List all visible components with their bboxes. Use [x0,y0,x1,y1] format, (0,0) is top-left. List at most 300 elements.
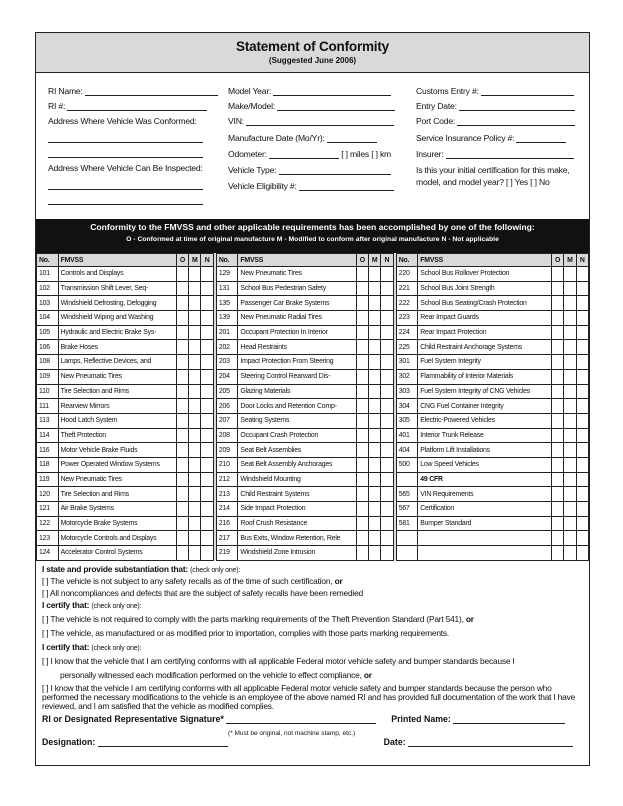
fmvss-row [37,369,589,384]
parts-marking-option-a[interactable]: [ ] The vehicle is not required to comply with the parts marking requirements of the Theft Prevention Standard (Part 541), [42,614,464,624]
fmvss-number: 110 [37,384,59,399]
ri-name-field[interactable] [85,87,218,96]
fmvss-check-o[interactable] [176,340,188,355]
fmvss-number: 104 [37,311,59,326]
fmvss-check-m[interactable] [189,384,201,399]
fmvss-check-o[interactable] [551,502,563,517]
fmvss-row [37,502,589,517]
fmvss-check-n[interactable] [201,546,213,561]
fmvss-number [396,546,418,561]
fmvss-check-o[interactable] [356,281,368,296]
fmvss-name: Seat Belt Assemblies [238,443,356,458]
fmvss-check-m[interactable] [368,281,380,296]
fmvss-number: 567 [396,502,418,517]
fmvss-check-m[interactable] [189,472,201,487]
fmvss-check-n[interactable] [381,355,393,370]
check-one-note: (check only one): [91,603,142,610]
fmvss-check-n[interactable] [381,457,393,472]
fmvss-check-m[interactable] [189,516,201,531]
fmvss-check-o[interactable] [551,384,563,399]
printed-name-field[interactable] [453,715,565,724]
manufacture-date-field[interactable] [327,134,377,143]
insurer-field[interactable] [446,150,574,159]
fmvss-row [37,296,589,311]
fmvss-check-n[interactable] [576,487,588,502]
fmvss-check-m[interactable] [368,531,380,546]
fmvss-check-m[interactable] [368,516,380,531]
fmvss-check-m[interactable] [189,369,201,384]
col-m-header: M [564,254,576,267]
fmvss-check-m[interactable] [368,413,380,428]
fmvss-check-n[interactable] [576,384,588,399]
fmvss-row [37,472,589,487]
fmvss-check-o[interactable] [356,267,368,282]
fmvss-check-o[interactable] [176,267,188,282]
fmvss-check-o[interactable] [551,281,563,296]
substantiation-heading: I state and provide substantiation that: [42,564,189,574]
fmvss-number: 124 [37,546,59,561]
fmvss-name: Windshield Defrosting, Defogging [58,296,176,311]
col-fmvss-header: FMVSS [58,254,176,267]
fmvss-check-n[interactable] [201,369,213,384]
fmvss-check-o[interactable] [551,355,563,370]
fmvss-check-o[interactable] [176,487,188,502]
fmvss-check-n[interactable] [381,516,393,531]
fmvss-check-o[interactable] [551,413,563,428]
fmvss-check-m[interactable] [368,502,380,517]
fmvss-check-m[interactable] [368,340,380,355]
fmvss-check-n[interactable] [201,428,213,443]
fmvss-check-m[interactable] [368,267,380,282]
fmvss-check-n[interactable] [201,531,213,546]
fmvss-check-m[interactable] [368,546,380,561]
col-no-header: No. [216,254,238,267]
fmvss-check-o[interactable] [356,296,368,311]
fmvss-check-n[interactable] [201,384,213,399]
make-model-field[interactable] [277,102,395,111]
compliance-option-b[interactable]: [ ] I know that the vehicle I am certifying conforms with all applicable Federal motor vehicle safety and bumper standards because the person who performed the necessary modifications to the vehicle is an employee of the above named RI and has provided full documentation of the work that I have reviewed, and I am satisfied that the vehicle as modified complies. [42,683,576,711]
fmvss-check-n [576,546,588,561]
fmvss-row [37,443,589,458]
fmvss-number: 108 [37,355,59,370]
fmvss-check-m[interactable] [564,340,576,355]
fmvss-check-o[interactable] [551,487,563,502]
fmvss-check-o[interactable] [551,325,563,340]
fmvss-name: VIN Requirements [418,487,552,502]
fmvss-name: Windshield Wiping and Washing [58,311,176,326]
fmvss-check-o[interactable] [176,428,188,443]
fmvss-row [37,428,589,443]
fmvss-check-m[interactable] [189,325,201,340]
fmvss-check-o[interactable] [356,487,368,502]
fmvss-check-o[interactable] [176,355,188,370]
fmvss-check-n[interactable] [576,296,588,311]
fmvss-number: 217 [216,531,238,546]
odometer-field[interactable] [269,150,339,159]
fmvss-name: Interior Trunk Release [418,428,552,443]
fmvss-check-n[interactable] [381,267,393,282]
fmvss-check-m[interactable] [368,311,380,326]
col-m-header: M [189,254,201,267]
fmvss-check-o[interactable] [356,516,368,531]
fmvss-name: Passenger Car Brake Systems [238,296,356,311]
vin-field[interactable] [246,117,394,126]
fmvss-check-m[interactable] [564,472,576,487]
conformed-address-line-1[interactable] [48,134,203,143]
fmvss-check-n[interactable] [576,457,588,472]
fmvss-check-o[interactable] [551,267,563,282]
fmvss-name: Hydraulic and Electric Brake Sys- [58,325,176,340]
fmvss-check-m[interactable] [564,457,576,472]
fmvss-name: Brake Hoses [58,340,176,355]
fmvss-check-n[interactable] [201,325,213,340]
fmvss-check-n[interactable] [576,369,588,384]
conformity-legend: O - Conformed at time of original manufacture M - Modified to conform after original manufacture N - Not applicable [126,236,499,243]
col-no-header: No. [396,254,418,267]
fmvss-check-m[interactable] [189,281,201,296]
fmvss-name: New Pneumatic Tires [58,472,176,487]
col-fmvss-header: FMVSS [238,254,356,267]
service-policy-field[interactable] [516,134,566,143]
fmvss-check-o[interactable] [176,502,188,517]
fmvss-name: Door Locks and Retention Comp- [238,399,356,414]
fmvss-name: Certification [418,502,552,517]
inspection-address-line-2[interactable] [48,196,203,205]
fmvss-check-m[interactable] [368,369,380,384]
fmvss-check-n[interactable] [381,531,393,546]
fmvss-check-m[interactable] [368,487,380,502]
fmvss-check-n[interactable] [201,399,213,414]
fmvss-row [37,546,589,561]
fmvss-check-n[interactable] [201,267,213,282]
fmvss-check-n[interactable] [576,267,588,282]
fmvss-check-n[interactable] [201,502,213,517]
fmvss-check-o[interactable] [176,311,188,326]
model-year-field[interactable] [273,87,391,96]
fmvss-check-o[interactable] [176,296,188,311]
fmvss-check-o[interactable] [356,413,368,428]
fmvss-check-n[interactable] [576,516,588,531]
fmvss-number: 121 [37,502,59,517]
fmvss-row [37,311,589,326]
fmvss-check-m[interactable] [189,355,201,370]
fmvss-check-o[interactable] [551,428,563,443]
vehicle-type-field[interactable] [279,166,391,175]
fmvss-check-n[interactable] [576,428,588,443]
signature-note-row [228,727,623,737]
designation-label: Designation: [42,737,96,747]
fmvss-name: Impact Protection From Steering [238,355,356,370]
fmvss-name: Windshield Mounting [238,472,356,487]
fmvss-name: Seating Systems [238,413,356,428]
fmvss-number: 208 [216,428,238,443]
fmvss-check-o[interactable] [176,546,188,561]
fmvss-check-m[interactable] [564,325,576,340]
fmvss-check-m[interactable] [368,457,380,472]
fmvss-check-m[interactable] [189,443,201,458]
fmvss-check-m[interactable] [189,296,201,311]
fmvss-check-n[interactable] [201,340,213,355]
fmvss-check-n[interactable] [201,296,213,311]
fmvss-name: Steering Control Rearward Dis- [238,369,356,384]
fmvss-check-m[interactable] [368,472,380,487]
fmvss-check-m[interactable] [564,296,576,311]
designation-row [42,737,582,747]
fmvss-check-n[interactable] [576,443,588,458]
fmvss-check-o[interactable] [176,531,188,546]
fmvss-check-m[interactable] [564,487,576,502]
fmvss-grid [36,253,589,588]
fmvss-check-n[interactable] [381,443,393,458]
fmvss-check-n[interactable] [201,487,213,502]
fmvss-check-o[interactable] [551,516,563,531]
fmvss-check-n[interactable] [576,281,588,296]
fmvss-check-m[interactable] [189,413,201,428]
fmvss-name: Accelerator Control Systems [58,546,176,561]
fmvss-check-o[interactable] [176,443,188,458]
fmvss-number: 114 [37,428,59,443]
fmvss-row [37,457,589,472]
fmvss-name: Motorcycle Brake Systems [58,516,176,531]
col-no-header: No. [37,254,59,267]
vehicle-eligibility-field[interactable] [299,182,394,191]
fmvss-check-m[interactable] [189,531,201,546]
fmvss-check-n[interactable] [201,281,213,296]
fmvss-check-n[interactable] [381,296,393,311]
fmvss-check-n[interactable] [576,355,588,370]
fmvss-check-m[interactable] [189,546,201,561]
fmvss-check-m[interactable] [564,443,576,458]
fmvss-check-m[interactable] [368,355,380,370]
fmvss-check-n[interactable] [381,399,393,414]
fmvss-name: School Bus Joint Strength [418,281,552,296]
fmvss-check-o[interactable] [551,457,563,472]
fmvss-number: 111 [37,399,59,414]
fmvss-number: 139 [216,311,238,326]
fmvss-check-o[interactable] [176,369,188,384]
fmvss-row [37,325,589,340]
fmvss-check-m[interactable] [189,267,201,282]
col-n-header: N [576,254,588,267]
fmvss-name: Windshield Zone Intrusion [238,546,356,561]
fmvss-row [37,267,589,282]
fmvss-name: Child Restraint Systems [238,487,356,502]
fmvss-check-m[interactable] [368,443,380,458]
fmvss-check-n[interactable] [381,546,393,561]
fmvss-check-n[interactable] [381,340,393,355]
fmvss-check-n[interactable] [201,355,213,370]
fmvss-name: Occupant Protection In Interior [238,325,356,340]
odometer-unit-checkboxes[interactable]: [ ] miles [ ] km [341,149,392,159]
conformity-statement: Conformity to the FMVSS and other applicable requirements has been accomplished by one of the following: [90,222,535,232]
fmvss-check-m[interactable] [564,311,576,326]
fmvss-check-n[interactable] [381,311,393,326]
fmvss-name: Platform Lift Installations [418,443,552,458]
fmvss-check-n[interactable] [201,472,213,487]
fmvss-check-n[interactable] [576,399,588,414]
fmvss-check-o[interactable] [356,546,368,561]
fmvss-check-m[interactable] [189,428,201,443]
fmvss-check-n[interactable] [576,311,588,326]
vin-label: VIN: [228,116,244,126]
fmvss-check-m[interactable] [564,281,576,296]
ri-number-label: RI #: [48,101,66,111]
fmvss-number: 210 [216,457,238,472]
fmvss-check-m[interactable] [189,311,201,326]
fmvss-check-o[interactable] [356,399,368,414]
fmvss-check-o[interactable] [176,281,188,296]
fmvss-check-m[interactable] [564,399,576,414]
fmvss-number: 102 [37,281,59,296]
conformed-address-label: Address Where Vehicle Was Conformed: [48,116,197,126]
fmvss-check-m[interactable] [564,516,576,531]
fmvss-check-o[interactable] [356,457,368,472]
fmvss-check-o[interactable] [356,325,368,340]
fmvss-name: Head Restraints [238,340,356,355]
fmvss-check-o[interactable] [551,399,563,414]
parts-marking-heading: I certify that: [42,600,90,610]
compliance-option-a-line-1[interactable]: [ ] I know that the vehicle that I am certifying conforms with all applicable Federal motor vehicle safety and bumper standards because I [42,656,515,666]
fmvss-check-m[interactable] [189,399,201,414]
recall-option-b[interactable]: [ ] All noncompliances and defects that are the subject of safety recalls have been remedied [42,588,363,598]
fmvss-check-m[interactable] [189,340,201,355]
inspection-address-label: Address Where Vehicle Can Be Inspected: [48,163,203,173]
fmvss-check-n[interactable] [381,502,393,517]
fmvss-check-m[interactable] [564,355,576,370]
fmvss-check-n[interactable] [576,502,588,517]
fmvss-check-o[interactable] [551,443,563,458]
conformed-address-line-2[interactable] [48,149,203,158]
designation-field[interactable] [98,738,228,747]
fmvss-check-m[interactable] [189,502,201,517]
fmvss-check-n[interactable] [201,413,213,428]
fmvss-check-o[interactable] [551,369,563,384]
fmvss-check-m[interactable] [189,487,201,502]
fmvss-number: 220 [396,267,418,282]
fmvss-check-n[interactable] [381,487,393,502]
port-code-field[interactable] [457,117,575,126]
fmvss-check-o[interactable] [356,369,368,384]
fmvss-check-o[interactable] [356,384,368,399]
entry-date-field[interactable] [459,102,575,111]
date-field[interactable] [408,738,573,747]
fmvss-check-n[interactable] [576,472,588,487]
ri-number-field[interactable] [67,102,207,111]
fmvss-name: School Bus Pedestrian Safety [238,281,356,296]
fmvss-check-o[interactable] [176,472,188,487]
fmvss-check-o[interactable] [356,472,368,487]
fmvss-name: Air Brake Systems [58,502,176,517]
fmvss-check-n[interactable] [576,340,588,355]
fmvss-check-m[interactable] [564,428,576,443]
signature-label: RI or Designated Representative Signature* [42,714,224,724]
fmvss-check-m[interactable] [564,413,576,428]
fmvss-check-o[interactable] [356,340,368,355]
fmvss-check-m[interactable] [189,457,201,472]
initial-certification-question-2[interactable]: model, and model year? [ ] Yes [ ] No [416,177,550,187]
inspection-address-line-1[interactable] [48,181,203,190]
fmvss-name: Rearview Mirrors [58,399,176,414]
fmvss-check-n[interactable] [576,325,588,340]
fmvss-check-m[interactable] [368,325,380,340]
fmvss-check-o[interactable] [551,296,563,311]
fmvss-check-m[interactable] [368,296,380,311]
fmvss-name: New Pneumatic Tires [238,267,356,282]
fmvss-check-m[interactable] [564,384,576,399]
fmvss-number: 213 [216,487,238,502]
fmvss-check-n[interactable] [381,428,393,443]
fmvss-number: 118 [37,457,59,472]
fmvss-check-n[interactable] [201,516,213,531]
parts-marking-option-b[interactable]: [ ] The vehicle, as manufactured or as modified prior to importation, complies with those parts marking requirements. [42,628,450,638]
signature-row [42,714,582,724]
fmvss-check-n[interactable] [201,457,213,472]
fmvss-check-n[interactable] [381,413,393,428]
fmvss-number: 222 [396,296,418,311]
fmvss-check-o[interactable] [356,428,368,443]
fmvss-check-m[interactable] [564,267,576,282]
fmvss-check-o[interactable] [176,325,188,340]
odometer-label: Odometer: [228,149,267,159]
fmvss-check-o[interactable] [356,531,368,546]
fmvss-check-o[interactable] [356,502,368,517]
col-n-header: N [381,254,393,267]
fmvss-number: 305 [396,413,418,428]
fmvss-check-m[interactable] [368,399,380,414]
fmvss-check-n[interactable] [576,413,588,428]
fmvss-check-o[interactable] [176,399,188,414]
fmvss-check-n[interactable] [381,369,393,384]
fmvss-check-m[interactable] [368,428,380,443]
conformity-header-band [36,219,589,253]
fmvss-check-n[interactable] [381,472,393,487]
fmvss-check-o[interactable] [176,457,188,472]
fmvss-name: Power Operated Window Systems [58,457,176,472]
signature-field[interactable] [226,715,376,724]
fmvss-name: School Bus Seating/Crash Protection [418,296,552,311]
fmvss-name: Child Restraint Anchorage Systems [418,340,552,355]
fmvss-check-o[interactable] [176,384,188,399]
fmvss-check-o[interactable] [551,340,563,355]
fmvss-check-o[interactable] [551,472,563,487]
fmvss-check-o[interactable] [551,311,563,326]
fmvss-check-m[interactable] [368,384,380,399]
fmvss-check-m[interactable] [564,369,576,384]
fmvss-name [418,531,552,546]
fmvss-check-o[interactable] [356,355,368,370]
fmvss-number: 224 [396,325,418,340]
fmvss-check-m[interactable] [564,502,576,517]
fmvss-check-n[interactable] [201,443,213,458]
fmvss-check-o[interactable] [356,443,368,458]
fmvss-check-n[interactable] [381,281,393,296]
col-n-header: N [201,254,213,267]
fmvss-row [37,281,589,296]
fmvss-check-n[interactable] [201,311,213,326]
fmvss-check-o[interactable] [176,413,188,428]
fmvss-check-n[interactable] [381,325,393,340]
recall-option-a[interactable]: [ ] The vehicle is not subject to any safety recalls as of the time of such certification, [42,576,333,586]
fmvss-check-o[interactable] [176,516,188,531]
fmvss-name: Glazing Materials [238,384,356,399]
service-policy-label: Service Insurance Policy #: [416,133,515,143]
fmvss-check-n[interactable] [381,384,393,399]
fmvss-name: Controls and Displays [58,267,176,282]
fmvss-check-m [564,531,576,546]
fmvss-check-o[interactable] [356,311,368,326]
customs-entry-field[interactable] [481,87,574,96]
fmvss-header-row [37,254,589,267]
